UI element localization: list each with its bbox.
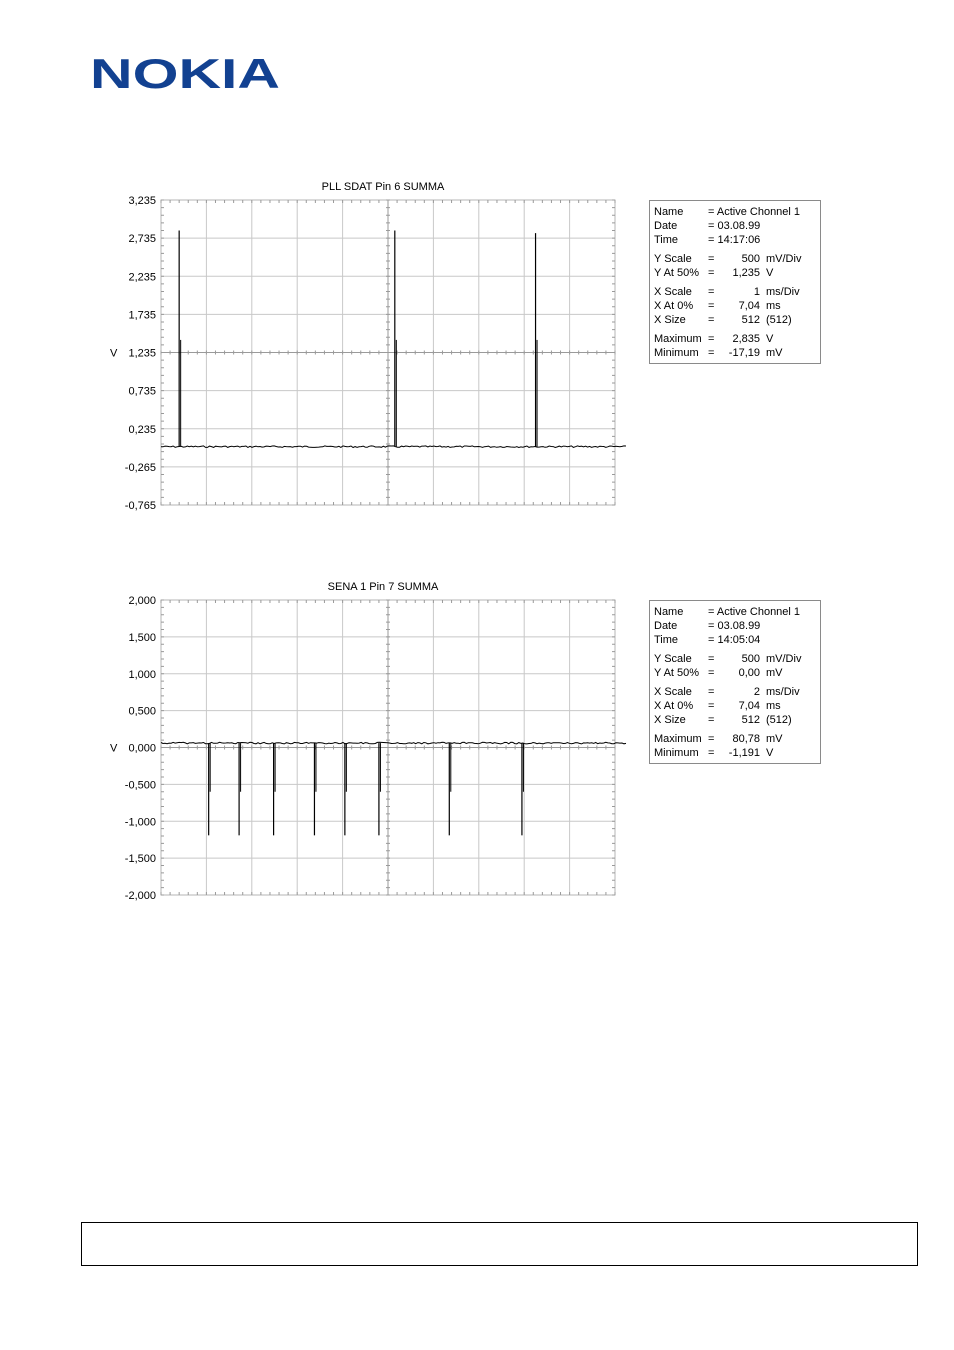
info-time-row: Time = 14:17:06	[654, 234, 761, 246]
y-tick-label: 0,000	[128, 742, 156, 755]
y-tick-label: 3,235	[128, 195, 156, 207]
y-tick-label: 2,000	[128, 595, 156, 607]
info-min-row: Minimum = -17,19 mV	[654, 347, 783, 359]
signal-trace	[161, 742, 626, 744]
info-date-row: Date = 03.08.99	[654, 620, 761, 632]
signal-spike	[179, 231, 181, 447]
info-yscale-row: Y Scale = 500 mV/Div	[654, 653, 802, 665]
y-tick-label: -0,265	[124, 461, 156, 474]
info-yat-row: Y At 50% = 1,235 V	[654, 267, 774, 279]
info-yat-row: Y At 50% = 0,00 mV	[654, 667, 783, 679]
nokia-logo-text: NOKIA	[90, 55, 280, 91]
footer-box	[81, 1222, 918, 1266]
y-tick-label: 2,735	[128, 233, 156, 246]
y-tick-label: 1,735	[128, 309, 156, 322]
chart-1	[110, 181, 626, 512]
y-axis-label: V	[110, 742, 118, 755]
y-tick-label: 0,500	[128, 705, 156, 718]
chart-title: PLL SDAT Pin 6 SUMMA	[321, 181, 445, 193]
y-tick-label: -1,000	[124, 816, 156, 829]
info-name-row: Name = Active Chonnel 1	[654, 606, 801, 618]
info-xsize-row: X Size = 512 (512)	[654, 714, 792, 726]
channel-info-panel-2	[649, 600, 821, 764]
info-max-row: Maximum = 2,835 V	[654, 333, 774, 345]
y-tick-label: 2,235	[128, 271, 156, 284]
info-max-row: Maximum = 80,78 mV	[654, 733, 783, 745]
info-xscale-row: X Scale = 1 ms/Div	[654, 286, 800, 298]
y-tick-label: 0,235	[128, 423, 156, 436]
y-tick-label: 1,235	[128, 347, 156, 360]
info-xat-row: X At 0% = 7,04 ms	[654, 700, 781, 712]
y-tick-label: -2,000	[124, 890, 156, 902]
info-yscale-row: Y Scale = 500 mV/Div	[654, 253, 802, 265]
chart-title: SENA 1 Pin 7 SUMMA	[327, 581, 439, 593]
signal-spike	[536, 233, 538, 447]
y-tick-label: 1,000	[128, 668, 156, 681]
info-name-row: Name = Active Chonnel 1	[654, 206, 801, 218]
y-tick-label: -0,500	[124, 779, 156, 792]
chart-2	[110, 581, 626, 902]
info-date-row: Date = 03.08.99	[654, 220, 761, 232]
signal-trace	[161, 446, 626, 448]
channel-info-panel-1	[649, 200, 821, 364]
y-tick-label: -0,765	[124, 500, 156, 512]
info-time-row: Time = 14:05:04	[654, 634, 761, 646]
y-tick-label: 0,735	[128, 385, 156, 398]
y-tick-label: -1,500	[124, 853, 156, 866]
signal-spike	[395, 231, 397, 447]
y-axis-label: V	[110, 347, 118, 360]
info-xscale-row: X Scale = 2 ms/Div	[654, 686, 800, 698]
info-min-row: Minimum = -1,191 V	[654, 747, 774, 759]
info-xsize-row: X Size = 512 (512)	[654, 314, 792, 326]
y-tick-label: 1,500	[128, 631, 156, 644]
info-xat-row: X At 0% = 7,04 ms	[654, 300, 781, 312]
